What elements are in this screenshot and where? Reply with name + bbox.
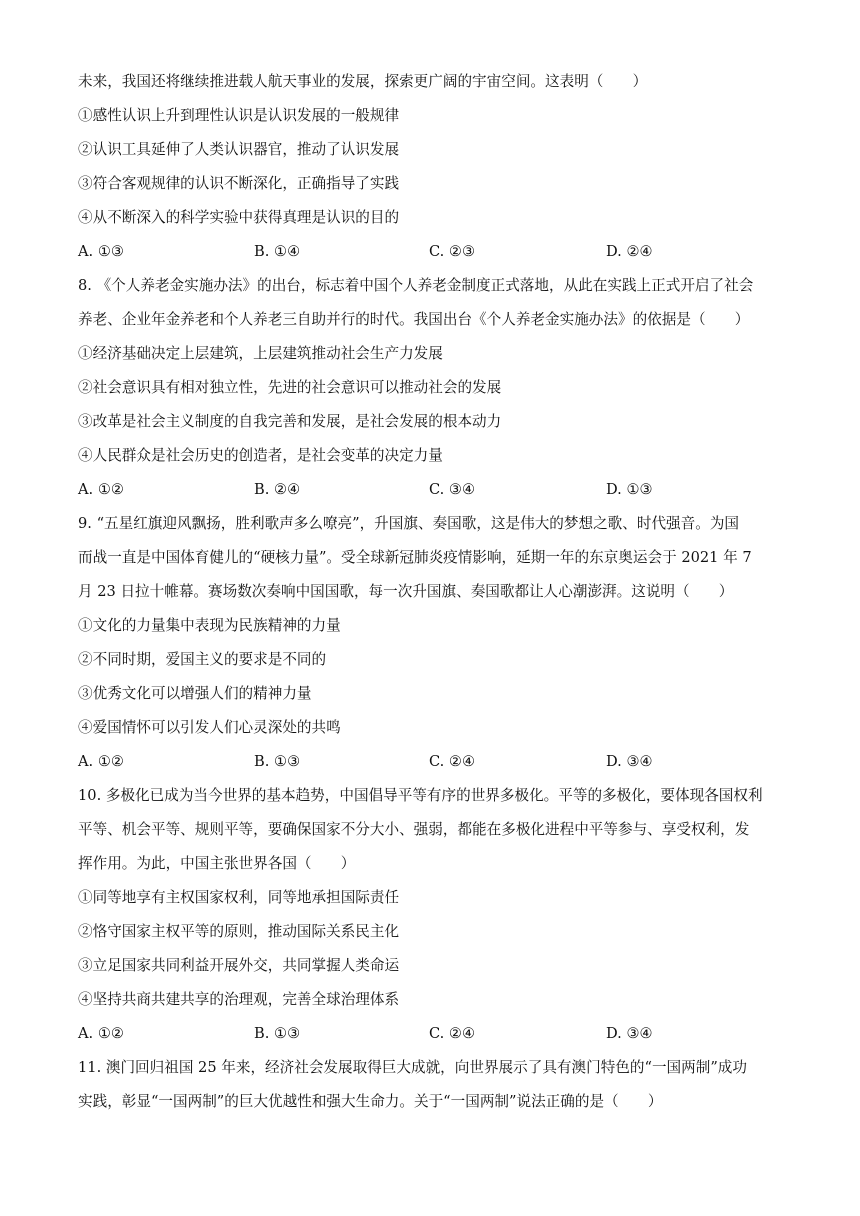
q11-stem-line-2: 实践，彰显“一国两制”的巨大优越性和强大生命力。关于“一国两制”说法正确的是（ ） <box>78 1093 663 1110</box>
q11-stem-line-1: 11. 澳门回归祖国 25 年来，经济社会发展取得巨大成就，向世界展示了具有澳门特色的“一国两制”成功 <box>78 1059 747 1076</box>
q10-option-a[interactable]: A. ①② <box>78 1025 124 1042</box>
q10-options <box>78 1024 788 1044</box>
q7-item-4: ④从不断深入的科学实验中获得真理是认识的目的 <box>78 209 400 226</box>
q10-option-d[interactable]: D. ③④ <box>606 1025 653 1042</box>
q9-item-4: ④爱国情怀可以引发人们心灵深处的共鸣 <box>78 719 341 736</box>
q7-option-a[interactable]: A. ①③ <box>78 243 124 260</box>
q10-item-2: ②恪守国家主权平等的原则，推动国际关系民主化 <box>78 923 400 940</box>
q10-stem-line-2: 平等、机会平等、规则平等，要确保国家不分大小、强弱，都能在多极化进程中平等参与、享受权利，发 <box>78 821 750 838</box>
q7-item-1: ①感性认识上升到理性认识是认识发展的一般规律 <box>78 107 400 124</box>
q8-item-2: ②社会意识具有相对独立性，先进的社会意识可以推动社会的发展 <box>78 379 502 396</box>
q9-options <box>78 752 788 772</box>
q10-option-b[interactable]: B. ①③ <box>254 1025 301 1042</box>
q8-stem-line-1: 8. 《个人养老金实施办法》的出台，标志着中国个人养老金制度正式落地，从此在实践上正式开启了社会 <box>78 277 754 294</box>
q9-stem-line-2: 而战一直是中国体育健儿的“硬核力量”。受全球新冠肺炎疫情影响，延期一年的东京奥运会于 2021 年 7 <box>78 549 752 566</box>
q10-item-1: ①同等地享有主权国家权利，同等地承担国际责任 <box>78 889 400 906</box>
q7-option-d[interactable]: D. ②④ <box>606 243 653 260</box>
q10-stem-line-1: 10. 多极化已成为当今世界的基本趋势，中国倡导平等有序的世界多极化。平等的多极化，要体现各国权利 <box>78 787 763 804</box>
q9-stem-line-1: 9. “五星红旗迎风飘扬，胜利歌声多么嘹亮”，升国旗、奏国歌，这是伟大的梦想之歌、时代强音。为国 <box>78 515 740 532</box>
q8-stem-line-2: 养老、企业年金养老和个人养老三自助并行的时代。我国出台《个人养老金实施办法》的依据是（ ） <box>78 311 750 328</box>
q8-options <box>78 480 788 500</box>
q9-stem-line-3: 月 23 日拉十帷幕。赛场数次奏响中国国歌，每一次升国旗、奏国歌都让人心潮澎湃。这说明（ ） <box>78 583 734 600</box>
q8-item-3: ③改革是社会主义制度的自我完善和发展，是社会发展的根本动力 <box>78 413 502 430</box>
q9-option-a[interactable]: A. ①② <box>78 753 124 770</box>
q9-item-2: ②不同时期，爱国主义的要求是不同的 <box>78 651 327 668</box>
q8-item-1: ①经济基础决定上层建筑，上层建筑推动社会生产力发展 <box>78 345 443 362</box>
q7-item-2: ②认识工具延伸了人类认识器官，推动了认识发展 <box>78 141 400 158</box>
q9-option-d[interactable]: D. ③④ <box>606 753 653 770</box>
q9-option-c[interactable]: C. ②④ <box>429 753 476 770</box>
q8-option-a[interactable]: A. ①② <box>78 481 124 498</box>
q10-item-3: ③立足国家共同利益开展外交，共同掌握人类命运 <box>78 957 400 974</box>
q7-item-3: ③符合客观规律的认识不断深化，正确指导了实践 <box>78 175 400 192</box>
q8-option-b[interactable]: B. ②④ <box>254 481 301 498</box>
q8-option-c[interactable]: C. ③④ <box>429 481 476 498</box>
q9-option-b[interactable]: B. ①③ <box>254 753 301 770</box>
q8-item-4: ④人民群众是社会历史的创造者，是社会变革的决定力量 <box>78 447 443 464</box>
q7-option-c[interactable]: C. ②③ <box>429 243 476 260</box>
q7-option-b[interactable]: B. ①④ <box>254 243 301 260</box>
q10-item-4: ④坚持共商共建共享的治理观，完善全球治理体系 <box>78 991 400 1008</box>
q10-stem-line-3: 挥作用。为此，中国主张世界各国（ ） <box>78 855 356 872</box>
q10-option-c[interactable]: C. ②④ <box>429 1025 476 1042</box>
q7-options <box>78 242 788 262</box>
q7-stem-line: 未来，我国还将继续推进载人航天事业的发展，探索更广阔的宇宙空间。这表明（ ） <box>78 73 648 90</box>
q9-item-3: ③优秀文化可以增强人们的精神力量 <box>78 685 312 702</box>
q9-item-1: ①文化的力量集中表现为民族精神的力量 <box>78 617 341 634</box>
q8-option-d[interactable]: D. ①③ <box>606 481 653 498</box>
